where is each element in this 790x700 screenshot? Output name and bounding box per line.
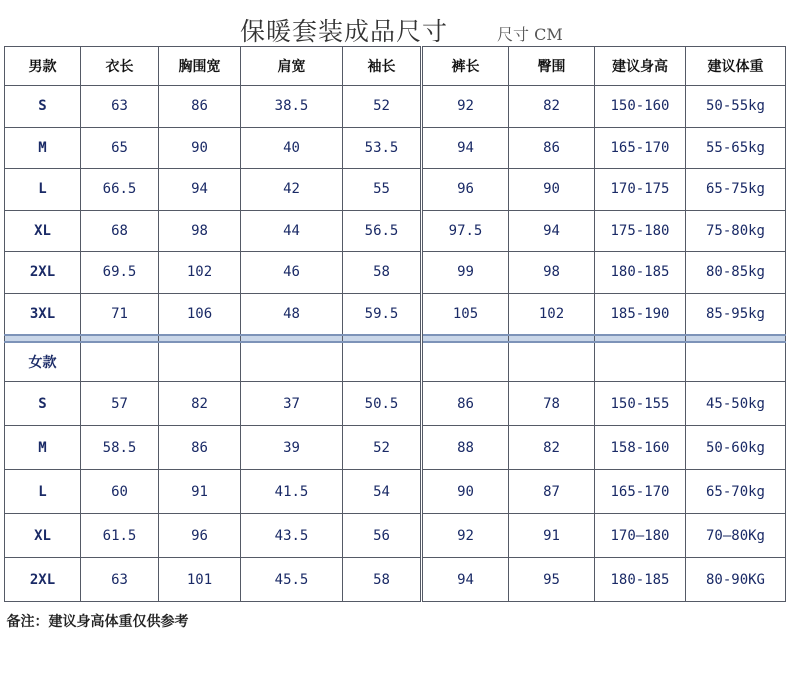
table-cell: 65-70kg [686,470,786,514]
table-cell: 86 [159,426,241,470]
note-text: 备注：建议身高体重仅供参考 [5,602,786,640]
section-divider [5,335,786,342]
women-section-header [5,342,786,382]
header-cell: 建议身高 [595,47,686,86]
table-row [5,210,786,252]
table-cell: 97.5 [422,210,509,252]
table-cell: 82 [509,426,595,470]
table-cell: 170-175 [595,169,686,211]
table-cell: 45-50kg [686,382,786,426]
table-cell: 52 [343,426,422,470]
table-cell: 90 [159,127,241,169]
table-cell: 86 [509,127,595,169]
size-cell: 2XL [5,558,81,602]
divider-cell [5,335,81,342]
table-cell: 57 [81,382,159,426]
table-cell: 65 [81,127,159,169]
table-cell: 98 [509,252,595,294]
table-cell: 99 [422,252,509,294]
table-cell: 56.5 [343,210,422,252]
divider-cell [343,335,422,342]
table-cell: 65-75kg [686,169,786,211]
table-cell: 94 [422,127,509,169]
table-cell: 48 [241,293,343,335]
header-cell: 臀围 [509,47,595,86]
table-cell: 91 [509,514,595,558]
empty-cell [241,342,343,382]
divider-cell [241,335,343,342]
table-cell: 96 [422,169,509,211]
table-cell: 165-170 [595,470,686,514]
table-cell: 175-180 [595,210,686,252]
table-cell: 158-160 [595,426,686,470]
table-cell: 45.5 [241,558,343,602]
table-cell: 44 [241,210,343,252]
table-cell: 88 [422,426,509,470]
size-cell: XL [5,210,81,252]
header-cell: 肩宽 [241,47,343,86]
table-cell: 165-170 [595,127,686,169]
table-cell: 50-55kg [686,86,786,128]
table-cell: 58.5 [81,426,159,470]
table-cell: 95 [509,558,595,602]
table-row [5,252,786,294]
table-row [5,470,786,514]
table-cell: 150-160 [595,86,686,128]
table-cell: 70—80Kg [686,514,786,558]
empty-cell [159,342,241,382]
table-row [5,169,786,211]
table-cell: 185-190 [595,293,686,335]
empty-cell [343,342,422,382]
table-cell: 102 [159,252,241,294]
table-cell: 90 [422,470,509,514]
table-cell: 58 [343,252,422,294]
table-cell: 101 [159,558,241,602]
unit-label: 尺寸 CM [497,25,563,44]
size-cell: M [5,426,81,470]
table-cell: 180-185 [595,252,686,294]
table-cell: 86 [159,86,241,128]
empty-cell [81,342,159,382]
table-cell: 50.5 [343,382,422,426]
header-cell: 袖长 [343,47,422,86]
table-cell: 63 [81,86,159,128]
table-cell: 54 [343,470,422,514]
table-row [5,127,786,169]
table-cell: 82 [509,86,595,128]
table-cell: 91 [159,470,241,514]
size-cell: M [5,127,81,169]
size-cell: S [5,86,81,128]
table-cell: 41.5 [241,470,343,514]
table-cell: 75-80kg [686,210,786,252]
table-cell: 150-155 [595,382,686,426]
table-row [5,426,786,470]
table-row [5,558,786,602]
table-cell: 66.5 [81,169,159,211]
table-cell: 69.5 [81,252,159,294]
empty-cell [686,342,786,382]
table-cell: 92 [422,514,509,558]
table-cell: 63 [81,558,159,602]
table-row [5,382,786,426]
size-cell: XL [5,514,81,558]
table-cell: 68 [81,210,159,252]
header-row [5,47,786,86]
table-cell: 106 [159,293,241,335]
table-cell: 87 [509,470,595,514]
table-cell: 43.5 [241,514,343,558]
table-cell: 46 [241,252,343,294]
table-cell: 52 [343,86,422,128]
divider-cell [686,335,786,342]
table-cell: 92 [422,86,509,128]
divider-cell [422,335,509,342]
title-bar [0,8,790,44]
header-cell: 建议体重 [686,47,786,86]
table-cell: 71 [81,293,159,335]
table-row [5,86,786,128]
size-cell: L [5,169,81,211]
table-cell: 180-185 [595,558,686,602]
size-cell: 3XL [5,293,81,335]
women-label: 女款 [5,342,81,382]
empty-cell [422,342,509,382]
table-cell: 50-60kg [686,426,786,470]
table-cell: 60 [81,470,159,514]
size-cell: 2XL [5,252,81,294]
table-cell: 105 [422,293,509,335]
divider-cell [595,335,686,342]
table-cell: 170—180 [595,514,686,558]
table-cell: 102 [509,293,595,335]
table-cell: 40 [241,127,343,169]
table-cell: 80-90KG [686,558,786,602]
table-cell: 61.5 [81,514,159,558]
header-cell: 男款 [5,47,81,86]
size-table [4,46,786,639]
page-title: 保暖套装成品尺寸 [240,17,449,46]
table-cell: 94 [422,558,509,602]
size-cell: L [5,470,81,514]
table-cell: 82 [159,382,241,426]
table-cell: 94 [159,169,241,211]
table-cell: 58 [343,558,422,602]
header-cell: 裤长 [422,47,509,86]
table-cell: 86 [422,382,509,426]
table-cell: 98 [159,210,241,252]
table-cell: 42 [241,169,343,211]
empty-cell [595,342,686,382]
table-cell: 55-65kg [686,127,786,169]
table-cell: 94 [509,210,595,252]
empty-cell [509,342,595,382]
table-cell: 55 [343,169,422,211]
table-cell: 80-85kg [686,252,786,294]
size-cell: S [5,382,81,426]
table-cell: 53.5 [343,127,422,169]
divider-cell [509,335,595,342]
table-cell: 96 [159,514,241,558]
table-row [5,293,786,335]
table-cell: 85-95kg [686,293,786,335]
table-row [5,514,786,558]
header-cell: 衣长 [81,47,159,86]
table-cell: 78 [509,382,595,426]
table-cell: 38.5 [241,86,343,128]
note-row [5,602,786,640]
divider-cell [81,335,159,342]
divider-cell [159,335,241,342]
header-cell: 胸围宽 [159,47,241,86]
table-cell: 56 [343,514,422,558]
table-cell: 90 [509,169,595,211]
table-cell: 59.5 [343,293,422,335]
table-cell: 39 [241,426,343,470]
table-cell: 37 [241,382,343,426]
